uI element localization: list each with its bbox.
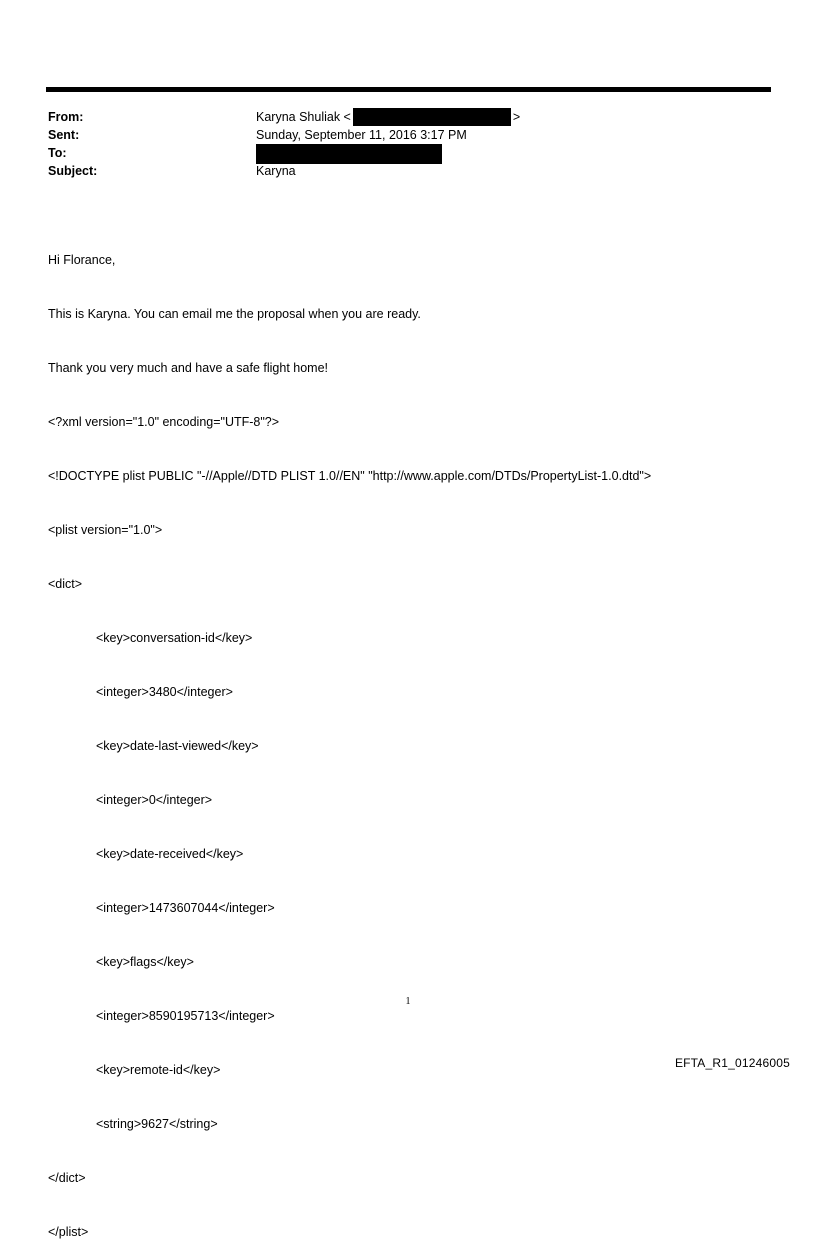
to-row: [48, 144, 768, 162]
email-body: [48, 215, 788, 1259]
from-name: Karyna Shuliak <: [256, 110, 351, 124]
email-header: [48, 108, 768, 180]
plist-entry: <string>9627</string>: [96, 1117, 218, 1131]
from-close: >: [512, 110, 521, 124]
document-id: EFTA_R1_01246005: [674, 1056, 790, 1070]
from-row: [48, 108, 768, 126]
plist-entry: <integer>8590195713</integer>: [96, 1009, 275, 1023]
plist-open-tag: <plist version="1.0">: [48, 523, 163, 537]
plist-entry: <key>flags</key>: [96, 955, 194, 969]
plist-entry: <key>remote-id</key>: [96, 1063, 221, 1077]
greeting: Hi Florance,: [48, 253, 116, 267]
sent-label: Sent:: [48, 128, 80, 142]
plist-entry: <key>date-received</key>: [96, 847, 244, 861]
redacted-email: [353, 108, 511, 126]
subject-row: [48, 162, 768, 180]
plist-entry: <integer>3480</integer>: [96, 685, 233, 699]
header-divider: [46, 87, 771, 92]
sent-value: Sunday, September 11, 2016 3:17 PM: [256, 128, 467, 142]
from-value: [256, 108, 520, 127]
sent-row: [48, 126, 768, 144]
plist-entry: <key>date-last-viewed</key>: [96, 739, 259, 753]
to-label: To:: [48, 146, 67, 160]
body-line: Thank you very much and have a safe flight home!: [48, 361, 329, 375]
page-number: 1: [405, 996, 411, 1007]
plist-entry: <key>conversation-id</key>: [96, 631, 253, 645]
subject-label: Subject:: [48, 164, 98, 178]
redacted-recipient: [256, 144, 442, 164]
to-value: [256, 144, 442, 164]
dict-open-tag: <dict>: [48, 577, 83, 591]
dict-close-tag: </dict>: [48, 1171, 86, 1185]
plist-close-tag: </plist>: [48, 1225, 89, 1239]
xml-declaration: <?xml version="1.0" encoding="UTF-8"?>: [48, 415, 280, 429]
plist-entry: <integer>1473607044</integer>: [96, 901, 275, 915]
doctype-line: <!DOCTYPE plist PUBLIC "-//Apple//DTD PLIST 1.0//EN" "http://www.apple.com/DTDs/PropertyList-1.0.dtd">: [48, 469, 652, 483]
body-line: This is Karyna. You can email me the proposal when you are ready.: [48, 307, 421, 321]
from-label: From:: [48, 110, 84, 124]
plist-entry: <integer>0</integer>: [96, 793, 213, 807]
subject-value: Karyna: [256, 164, 296, 178]
